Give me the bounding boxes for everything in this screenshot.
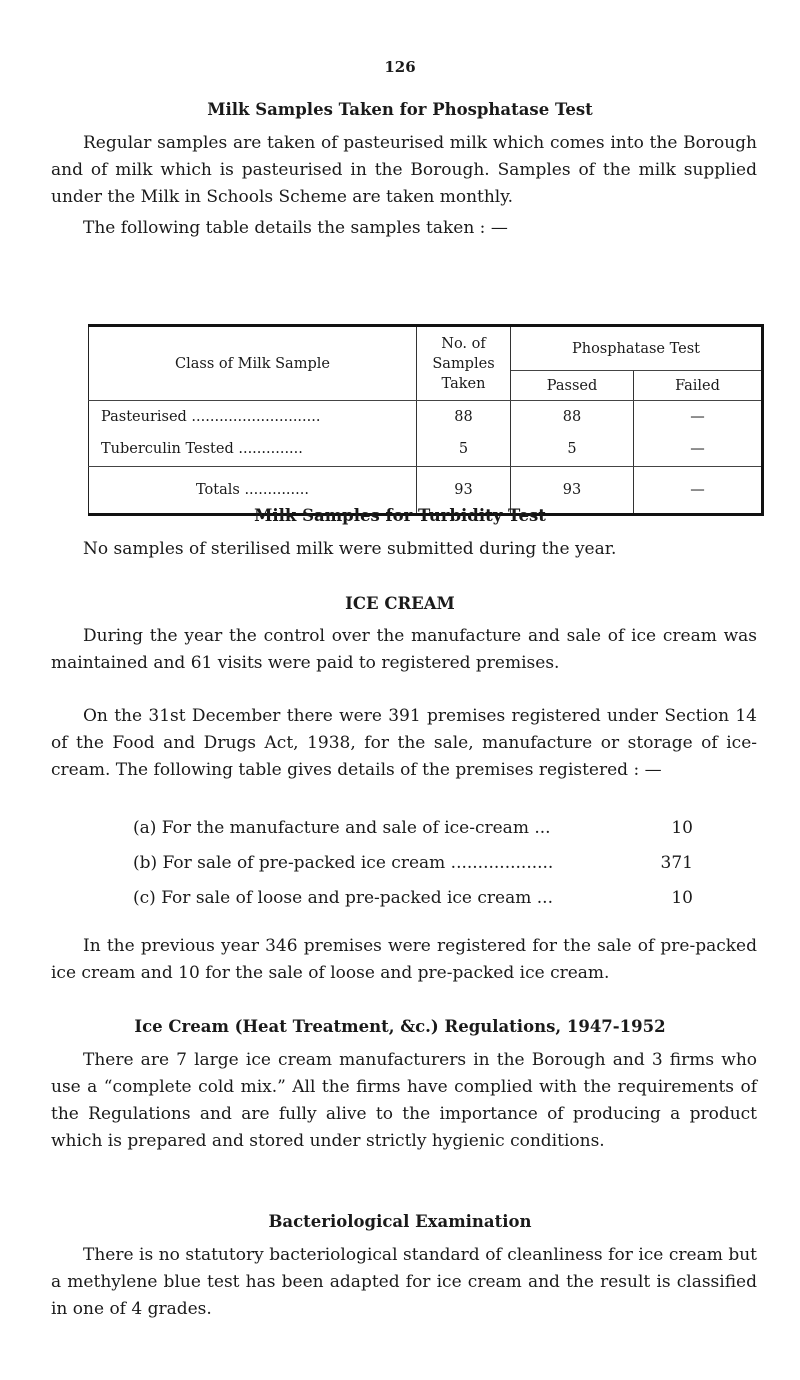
- header-class: Class of Milk Sample: [89, 326, 417, 401]
- row-taken: 88: [417, 401, 511, 433]
- ice-cream-paragraph-3: In the previous year 346 premises were registered for the sale of pre-packed ice cream and 10 for the sale of loose and pre-packed ice cream.: [51, 936, 757, 983]
- page-number: 126: [384, 58, 416, 76]
- list-item-label: (b) For sale of pre-packed ice cream ...................: [133, 853, 554, 873]
- list-item-value: 10: [671, 818, 693, 838]
- ice-cream-paragraph-1: During the year the control over the manufacture and sale of ice cream was maintained and 61 visits were paid to registered premises.: [51, 626, 757, 673]
- table-row: [89, 433, 763, 467]
- header-passed: Passed: [511, 371, 634, 401]
- row-failed: —: [634, 433, 763, 467]
- ice-cream-heading: ICE CREAM: [345, 594, 455, 613]
- row-failed: —: [690, 408, 705, 425]
- heat-treatment-heading: Ice Cream (Heat Treatment, &c.) Regulations, 1947-1952: [134, 1017, 666, 1036]
- turbidity-paragraph: No samples of sterilised milk were submitted during the year.: [83, 539, 617, 559]
- turbidity-heading: Milk Samples for Turbidity Test: [254, 506, 546, 525]
- row-passed: 88: [511, 401, 634, 433]
- bacteriological-paragraph: There is no statutory bacteriological standard of cleanliness for ice cream but a methylene blue test has been adapted for ice cream and the result is classified in one of 4 grades.: [51, 1245, 757, 1319]
- phosphatase-paragraph: Regular samples are taken of pasteurised milk which comes into the Borough and of milk which is pasteurised in the Borough. Samples of the milk supplied under the Milk in Schools Scheme are taken monthly.: [51, 133, 757, 207]
- premises-list: [133, 815, 693, 920]
- list-item-label: (a) For the manufacture and sale of ice-cream ...: [133, 818, 551, 838]
- row-passed: 5: [511, 433, 634, 467]
- list-item: [133, 885, 693, 920]
- list-item-value: 10: [671, 888, 693, 908]
- list-item-value: 371: [660, 853, 693, 873]
- list-item-label: (c) For sale of loose and pre-packed ice cream ...: [133, 888, 553, 908]
- header-number: No. of Samples Taken: [417, 326, 511, 401]
- row-label: Tuberculin Tested ..............: [89, 433, 417, 467]
- phosphatase-heading: Milk Samples Taken for Phosphatase Test: [207, 100, 593, 119]
- list-item: [133, 815, 693, 850]
- bacteriological-heading: Bacteriological Examination: [268, 1212, 532, 1231]
- row-label: Pasteurised ............................: [89, 401, 417, 433]
- list-item: [133, 850, 693, 885]
- ice-cream-paragraph-2: On the 31st December there were 391 premises registered under Section 14 of the Food and Drugs Act, 1938, for the sale, manufacture or storage of ice-cream. The following table gives details of the premises registered : —: [51, 706, 757, 780]
- totals-taken: 93: [417, 467, 511, 515]
- phosphatase-table: [88, 324, 764, 516]
- heat-treatment-paragraph: There are 7 large ice cream manufacturers in the Borough and 3 firms who use a “complete cold mix.” All the firms have complied with the requirements of the Regulations and are fully alive to the importance of producing a product which is prepared and stored under strictly hygienic conditions.: [51, 1050, 757, 1151]
- header-phosphatase: Phosphatase Test: [511, 326, 763, 371]
- totals-passed: 93: [511, 467, 634, 515]
- header-failed: Failed: [634, 371, 763, 401]
- row-taken: 5: [417, 433, 511, 467]
- table-intro: The following table details the samples taken : —: [83, 218, 508, 238]
- totals-label: Totals ..............: [89, 467, 417, 515]
- table-row: [89, 401, 763, 433]
- totals-failed: —: [690, 482, 705, 498]
